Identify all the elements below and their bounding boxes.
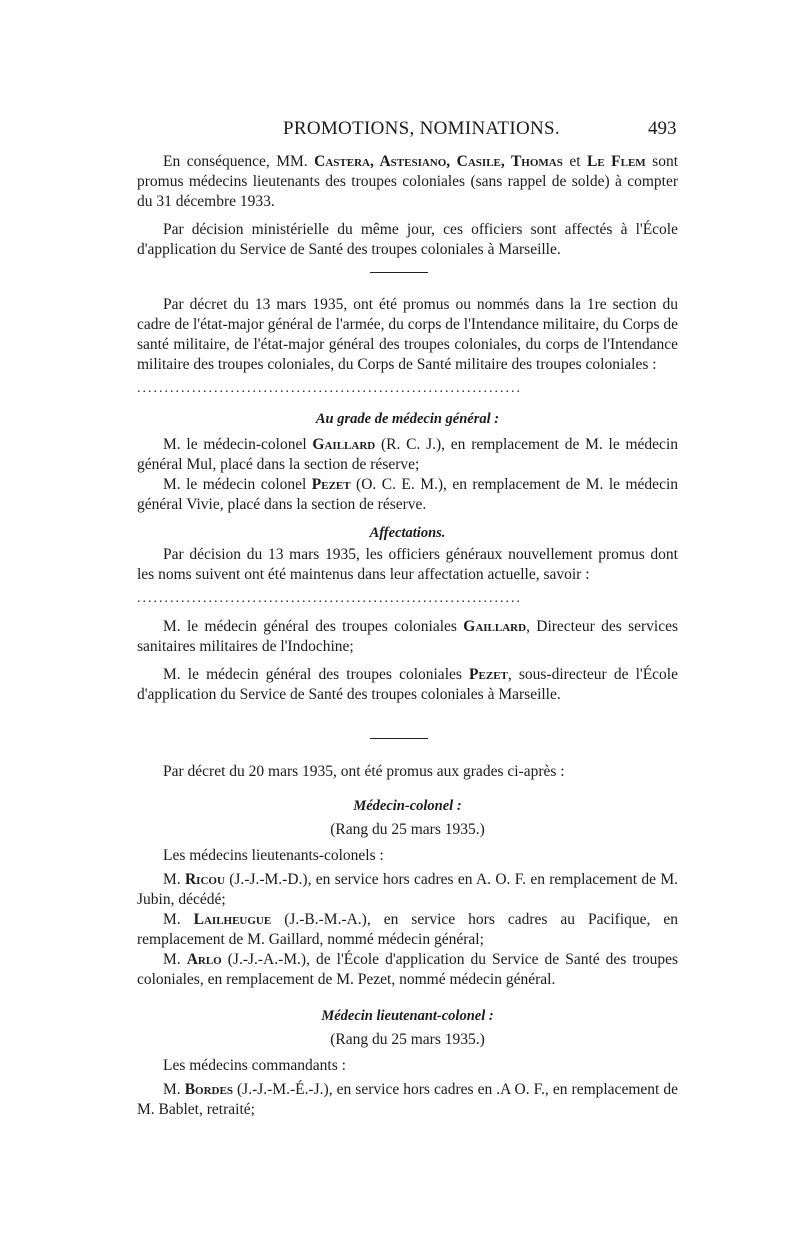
paragraph-decret-20-mars: Par décret du 20 mars 1935, ont été promus aux grades ci-après : <box>163 763 565 780</box>
nomination-gaillard <box>137 435 678 475</box>
text: (J.-B.-M.-A.), en service hors cadres au Pacifique, en remplacement de M. Gaillard, nommé médecin général; <box>137 911 678 948</box>
officer-name: Pezet <box>469 666 508 683</box>
separator-rule <box>370 738 428 739</box>
text: En conséquence, MM. <box>163 153 315 170</box>
text: (O. C. E. M.), en remplacement de M. le médecin général Vivie, placé dans la section de réserve. <box>137 476 678 513</box>
section-decret-13-mars <box>137 295 678 705</box>
officer-names: Castera, Astesiano, Casile, Thomas <box>314 153 563 170</box>
text: M. le médecin colonel <box>163 476 312 493</box>
officer-name: Arlo <box>186 951 222 968</box>
promotion-arlo <box>137 950 678 990</box>
text: M. <box>163 951 187 968</box>
paragraph-promotion <box>137 152 678 212</box>
rang-line: (Rang du 25 mars 1935.) <box>330 821 485 838</box>
officer-name: Gaillard <box>463 618 527 635</box>
text: (J.-J.-A.-M.), de l'École d'application du Service de Santé des troupes coloniales, en remplacement de M. Pezet, nommé médecin général. <box>137 951 678 988</box>
text: M. le médecin-colonel <box>163 436 313 453</box>
section-promotions-lieutenants <box>137 152 678 260</box>
text: (J.-J.-M.-D.), en service hors cadres en A. O. F. en remplacement de M. Jubin, décédé; <box>137 871 678 908</box>
ellipsis-row: ...................................................................... <box>137 381 522 396</box>
text: et <box>562 153 587 170</box>
subheading-medecin-lieutenant-colonel: Médecin lieutenant-colonel : <box>321 1008 494 1024</box>
subheading-medecin-general: Au grade de médecin général : <box>315 411 500 427</box>
separator-rule <box>370 272 428 273</box>
text: sont promus médecins lieutenants des troupes coloniales (sans rappel de solde) à compter du 31 décembre 1933. <box>137 153 679 210</box>
officer-name: Ricou <box>184 871 225 888</box>
group-label: Les médecins commandants : <box>163 1057 346 1074</box>
paragraph-affectation: Par décision ministérielle du même jour, ces officiers sont affectés à l'École d'application du Service de Santé des troupes coloniales à Marseille. <box>137 221 678 258</box>
subheading-medecin-colonel: Médecin-colonel : <box>353 798 462 814</box>
running-title: PROMOTIONS, NOMINATIONS. <box>283 118 560 139</box>
officer-name: Lailheugue <box>193 911 272 928</box>
text: , sous-directeur de l'École d'application du Service de Santé des troupes coloniales à Marseille. <box>137 666 678 703</box>
nomination-pezet <box>137 475 678 515</box>
text: M. <box>163 871 185 888</box>
text: , Directeur des services sanitaires militaires de l'Indochine; <box>137 618 678 655</box>
text: M. <box>163 911 194 928</box>
paragraph-affectations: Par décision du 13 mars 1935, les officiers généraux nouvellement promus dont les noms suivent ont été maintenus dans leur affectation actuelle, savoir : <box>137 546 678 583</box>
text: M. <box>163 1081 185 1098</box>
text: M. le médecin général des troupes coloniales <box>163 618 464 635</box>
officer-name: Le Flem <box>587 153 646 170</box>
promotion-bordes <box>137 1080 678 1120</box>
promotion-lailheugue <box>137 910 678 950</box>
promotion-ricou <box>137 870 678 910</box>
text: (R. C. J.), en remplacement de M. le médecin général Mul, placé dans la section de réserve; <box>137 436 678 473</box>
subheading-affectations: Affectations. <box>369 525 446 541</box>
officer-name: Gaillard <box>312 436 376 453</box>
paragraph-decret-intro: Par décret du 13 mars 1935, ont été promus ou nommés dans la 1re section du cadre de l'état-major général de l'armée, du corps de l'Intendance militaire, du Corps de santé militaire, de l'état-major général des troupes coloniales, du corps de l'Intendance militaire des troupes coloniales, du Corps de Santé militaire des troupes coloniales : <box>137 296 678 373</box>
section-decret-20-mars <box>137 762 678 1120</box>
group-label: Les médecins lieutenants-colonels : <box>163 847 384 864</box>
officer-name: Pezet <box>311 476 351 493</box>
text: (J.-J.-M.-É.-J.), en service hors cadres en .A O. F., en remplacement de M. Bablet, retraité; <box>137 1081 678 1118</box>
page-number: 493 <box>648 118 677 139</box>
ellipsis-row: ...................................................................... <box>137 591 522 606</box>
officer-name: Bordes <box>184 1081 233 1098</box>
affectation-pezet <box>137 665 678 705</box>
affectation-gaillard <box>137 617 678 657</box>
text: M. le médecin général des troupes coloniales <box>163 666 470 683</box>
rang-line: (Rang du 25 mars 1935.) <box>330 1031 485 1048</box>
running-head <box>0 118 800 144</box>
